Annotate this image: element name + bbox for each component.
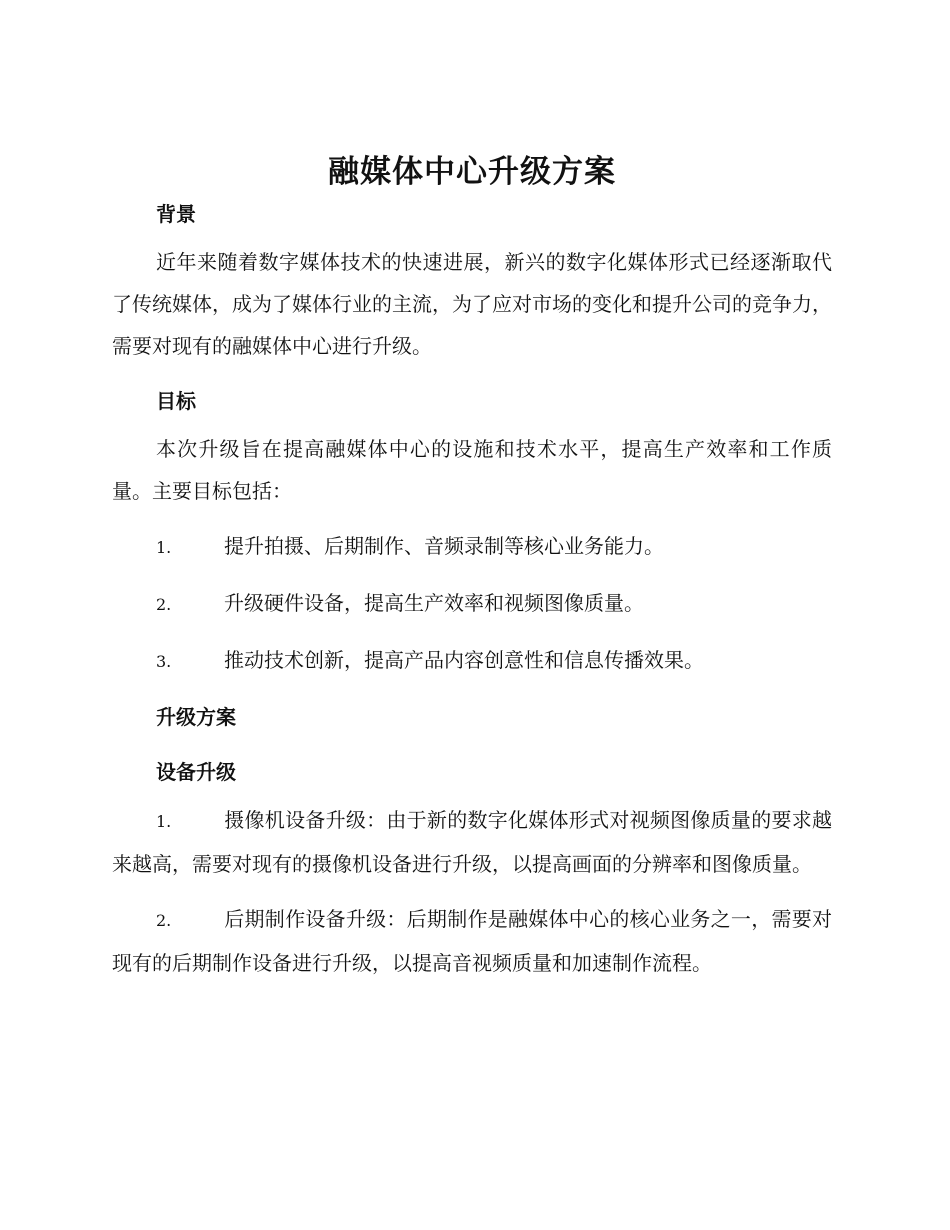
list-item [112, 898, 832, 984]
list-item [112, 799, 832, 885]
list-item-number: 2. [156, 595, 172, 614]
list-item [112, 525, 832, 569]
document-title: 融媒体中心升级方案 [328, 154, 616, 190]
list-item-number: 3. [156, 652, 172, 671]
list-item-text: 后期制作设备升级：后期制作是融媒体中心的核心业务之一，需要对现有的后期制作设备进行升级，以提高音视频质量和加速制作流程。 [112, 907, 832, 975]
heading-plan: 升级方案 [156, 705, 236, 729]
list-item-number: 1. [156, 812, 172, 831]
paragraph-goals: 本次升级旨在提高融媒体中心的设施和技术水平，提高生产效率和工作质量。主要目标包括： [112, 437, 832, 503]
list-item-text: 提升拍摄、后期制作、音频录制等核心业务能力。 [224, 534, 664, 558]
list-item-number: 1. [156, 538, 172, 557]
list-item-text: 升级硬件设备，提高生产效率和视频图像质量。 [224, 591, 644, 615]
list-item [112, 582, 832, 626]
paragraph-background: 近年来随着数字媒体技术的快速进展，新兴的数字化媒体形式已经逐渐取代了传统媒体，成为了媒体行业的主流，为了应对市场的变化和提升公司的竞争力，需要对现有的融媒体中心进行升级。 [112, 250, 832, 358]
list-item-text: 推动技术创新，提高产品内容创意性和信息传播效果。 [224, 648, 704, 672]
list-item-text: 摄像机设备升级：由于新的数字化媒体形式对视频图像质量的要求越来越高，需要对现有的摄像机设备进行升级，以提高画面的分辨率和图像质量。 [112, 808, 832, 876]
heading-background: 背景 [156, 202, 196, 226]
document-page [112, 150, 832, 984]
heading-equipment: 设备升级 [156, 760, 236, 784]
list-item-number: 2. [156, 911, 172, 930]
list-item [112, 639, 832, 683]
heading-goals: 目标 [156, 389, 196, 413]
